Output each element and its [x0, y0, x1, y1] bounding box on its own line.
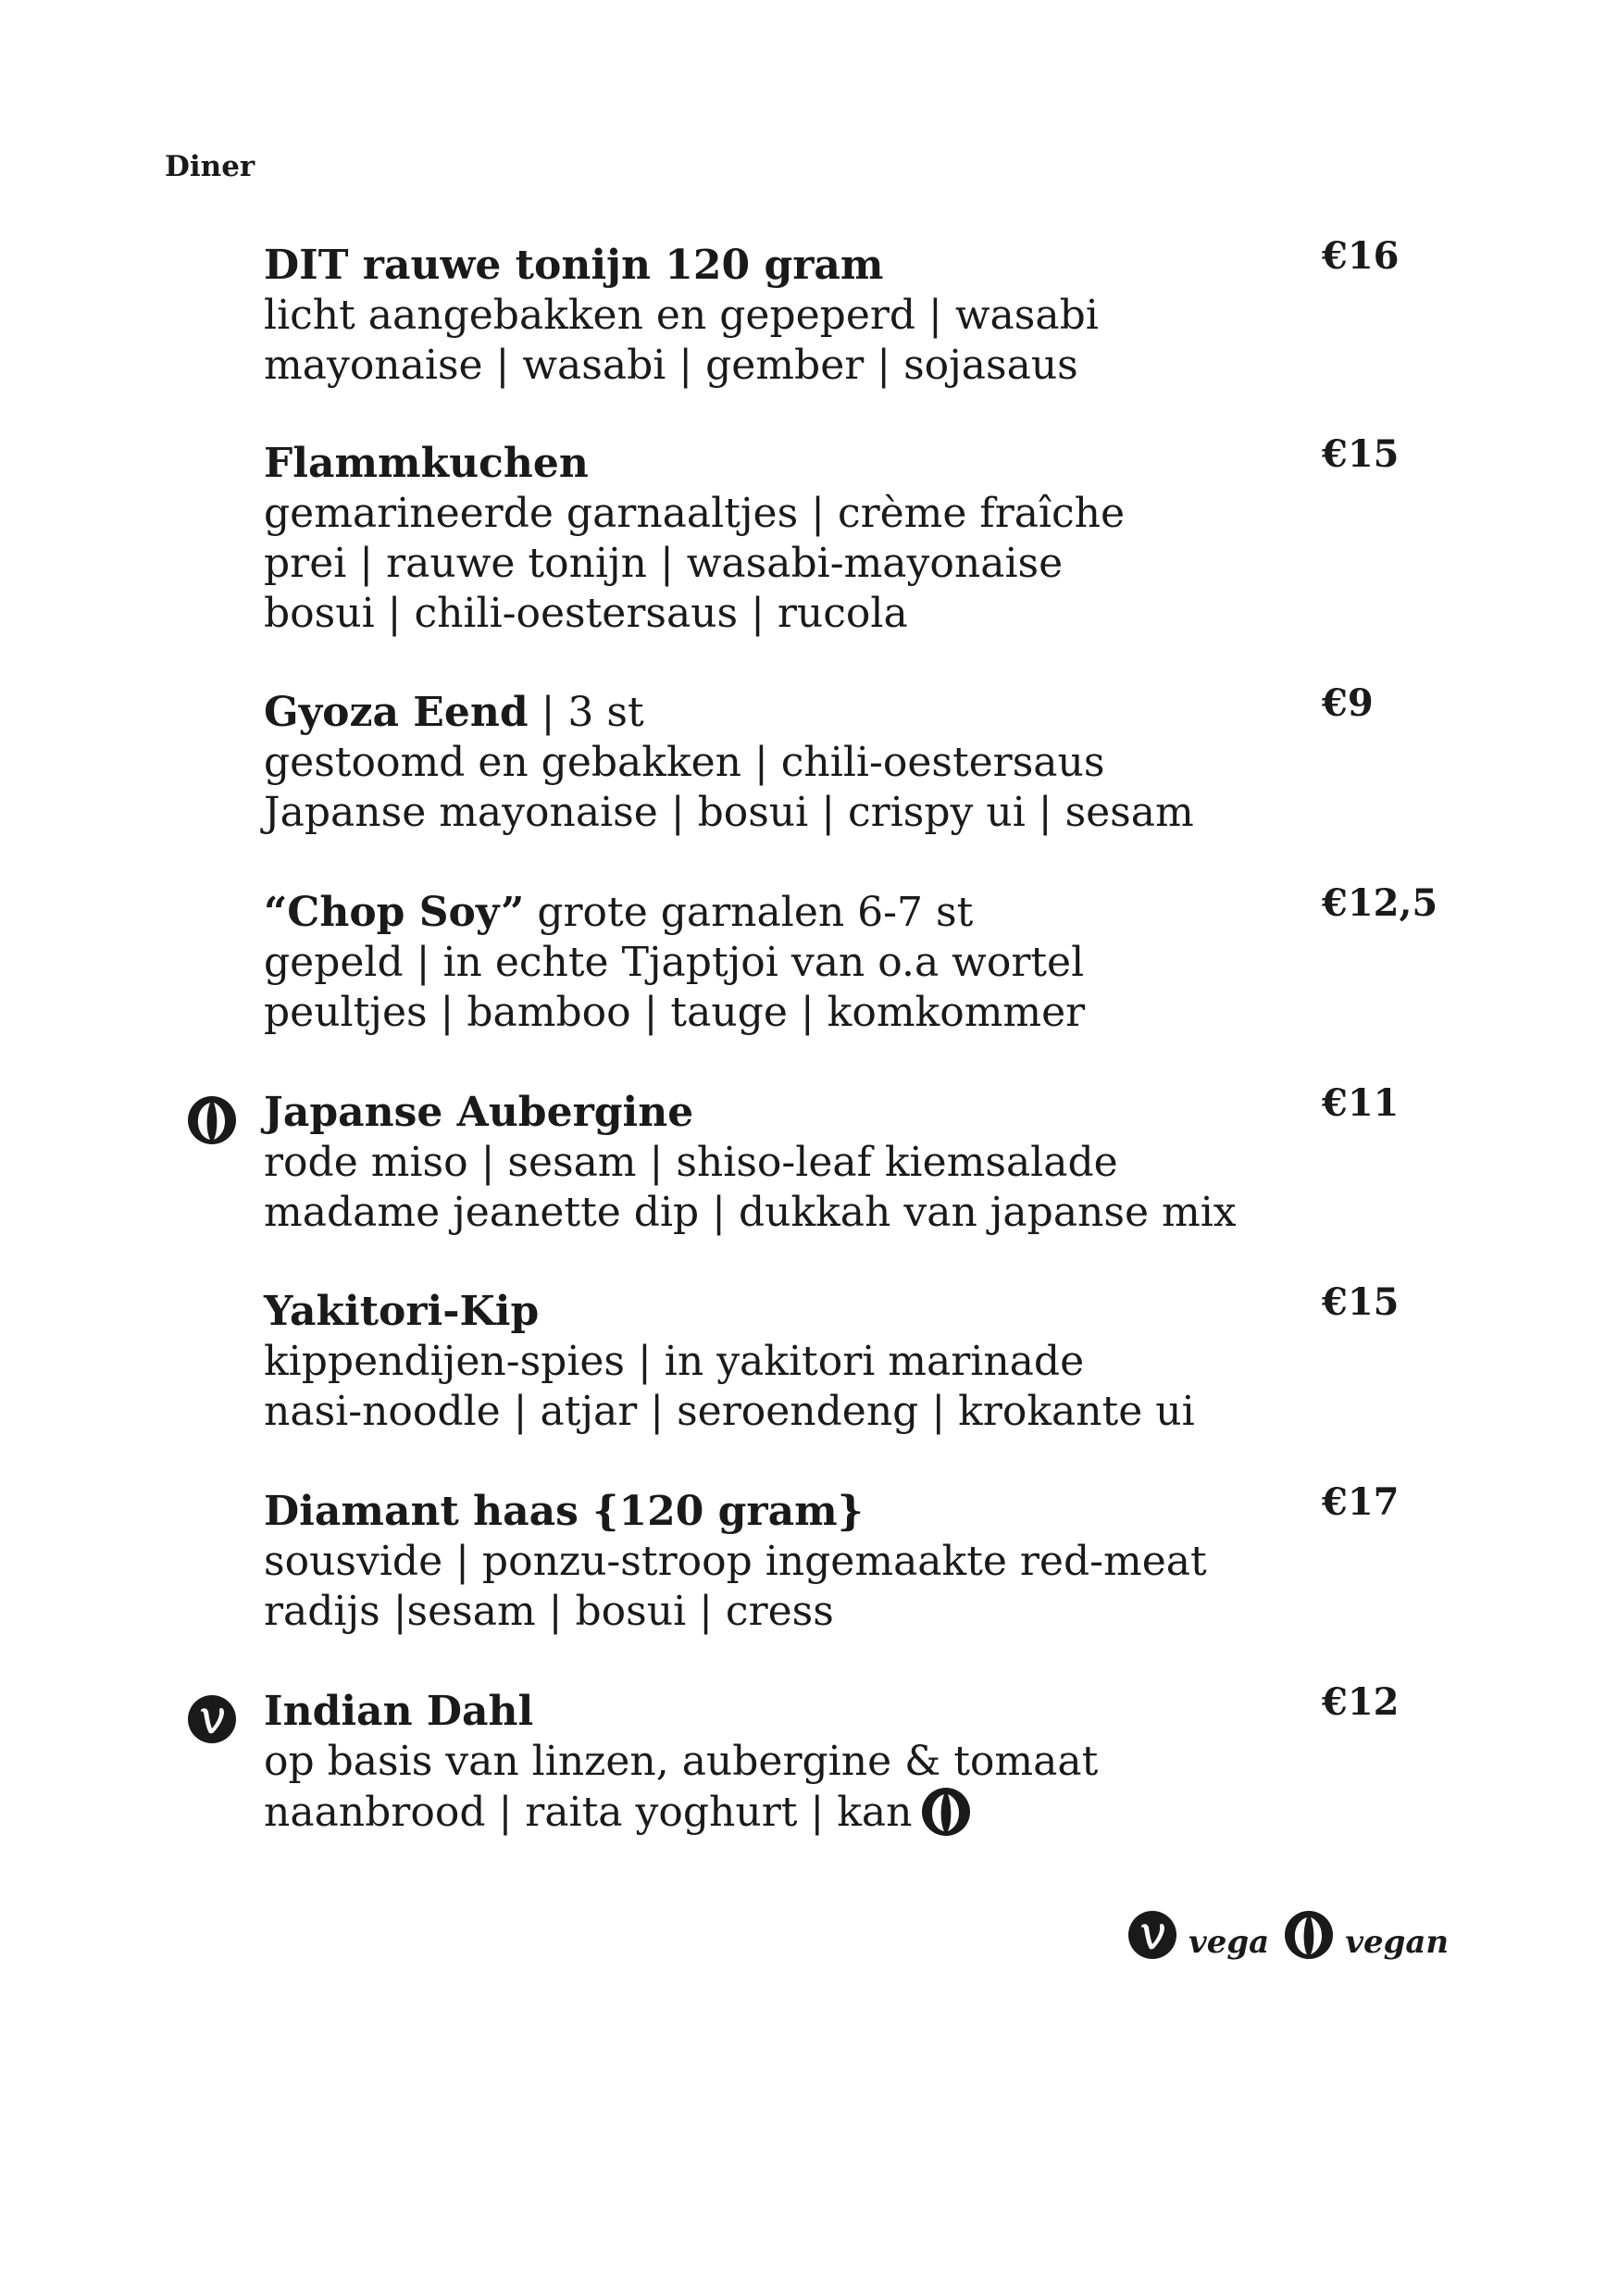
- vegan-icon: [1284, 1910, 1334, 1960]
- menu-item-description-text: naanbrood | raita yoghurt | kan: [264, 1789, 913, 1836]
- menu-item-name: Yakitori-Kip: [264, 1288, 540, 1335]
- legend-vegan-label: vegan: [1345, 1924, 1450, 1961]
- menu-item-description-line: mayonaise | wasabi | gember | sojasaus: [264, 342, 1078, 389]
- menu-item: [0, 1480, 1618, 1672]
- menu-item-text: [264, 888, 1319, 1038]
- menu-item-name: DIT rauwe tonijn 120 gram: [264, 242, 884, 289]
- legend-vega-label: vega: [1189, 1924, 1270, 1961]
- menu-item-title-line: [264, 439, 1319, 489]
- menu-item-description-line: madame jeanette dip | dukkah van japanse mix: [264, 1189, 1237, 1236]
- menu-item-description-line: radijs |sesam | bosui | cress: [264, 1588, 834, 1635]
- menu-item-title-line: [264, 1287, 1319, 1337]
- menu-item-name: Indian Dahl: [264, 1688, 534, 1735]
- menu-item-price: €17: [1322, 1480, 1400, 1524]
- menu-item-price: €9: [1322, 681, 1374, 725]
- menu-item-price: €12,5: [1322, 881, 1438, 925]
- menu-item-price: €12: [1322, 1680, 1400, 1724]
- menu-item-description-line: bosui | chili-oestersaus | rucola: [264, 590, 908, 637]
- menu-item-title-line: [264, 241, 1319, 291]
- menu-item-name-suffix: | 3 st: [528, 689, 644, 736]
- menu-item: [0, 881, 1618, 1073]
- menu-item-text: [264, 1287, 1319, 1437]
- vega-icon: [187, 1694, 237, 1744]
- menu-item-name: Flammkuchen: [264, 440, 589, 487]
- menu-item-title-line: [264, 888, 1319, 938]
- section-title: Diner: [165, 150, 255, 183]
- menu-item: [0, 234, 1618, 426]
- menu-item-name: “Chop Soy”: [264, 889, 525, 936]
- menu-item-text: [264, 1088, 1319, 1238]
- menu-item-description-line: gepeld | in echte Tjaptjoi van o.a wortel: [264, 939, 1085, 986]
- menu-item-title-line: [264, 1687, 1319, 1737]
- menu-item-description-line: gestoomd en gebakken | chili-oestersaus: [264, 739, 1105, 786]
- menu-item-price: €15: [1322, 432, 1400, 476]
- menu-item-description-line: kippendijen-spies | in yakitori marinade: [264, 1338, 1085, 1385]
- vega-icon: [1127, 1910, 1177, 1960]
- menu-item-text: [264, 688, 1319, 838]
- menu-item-text: [264, 1687, 1319, 1838]
- menu-item-text: [264, 439, 1319, 639]
- menu-item-description-line: gemarineerde garnaaltjes | crème fraîche: [264, 490, 1126, 537]
- menu-item-description-line: nasi-noodle | atjar | seroendeng | krokante ui: [264, 1388, 1195, 1435]
- menu-item-description-line: Japanse mayonaise | bosui | crispy ui | sesam: [264, 789, 1194, 836]
- menu-item-description-line: [264, 1787, 1319, 1838]
- menu-item: [0, 432, 1618, 637]
- menu-item: [0, 1680, 1618, 1872]
- menu-item-title-line: [264, 1088, 1319, 1138]
- diet-legend: [1127, 1905, 1463, 1965]
- menu-item-description-line: rode miso | sesam | shiso-leaf kiemsalade: [264, 1139, 1118, 1186]
- menu-item: [0, 1081, 1618, 1273]
- menu-item-description-line: peultjes | bamboo | tauge | komkommer: [264, 989, 1086, 1036]
- vegan-icon: [921, 1787, 971, 1837]
- menu-item-text: [264, 1487, 1319, 1637]
- menu-item-price: €16: [1322, 234, 1400, 278]
- menu-item-name: Japanse Aubergine: [264, 1089, 694, 1136]
- menu-item-name-suffix: grote garnalen 6-7 st: [524, 889, 974, 936]
- menu-item-price: €15: [1322, 1280, 1400, 1324]
- menu-item-title-line: [264, 688, 1319, 738]
- menu-item-text: [264, 241, 1319, 391]
- menu-item-price: €11: [1322, 1081, 1400, 1125]
- menu-item: [0, 681, 1618, 873]
- menu-item-description-line: sousvide | ponzu-stroop ingemaakte red-meat: [264, 1538, 1207, 1585]
- menu-item-description-line: licht aangebakken en gepeperd | wasabi: [264, 292, 1099, 339]
- menu-item: [0, 1280, 1618, 1472]
- menu-item-name: Diamant haas {120 gram}: [264, 1488, 864, 1535]
- menu-item-description-line: op basis van linzen, aubergine & tomaat: [264, 1738, 1099, 1785]
- menu-item-name: Gyoza Eend: [264, 689, 529, 736]
- menu-item-title-line: [264, 1487, 1319, 1537]
- vegan-icon: [187, 1095, 237, 1145]
- menu-item-description-line: prei | rauwe tonijn | wasabi-mayonaise: [264, 540, 1064, 587]
